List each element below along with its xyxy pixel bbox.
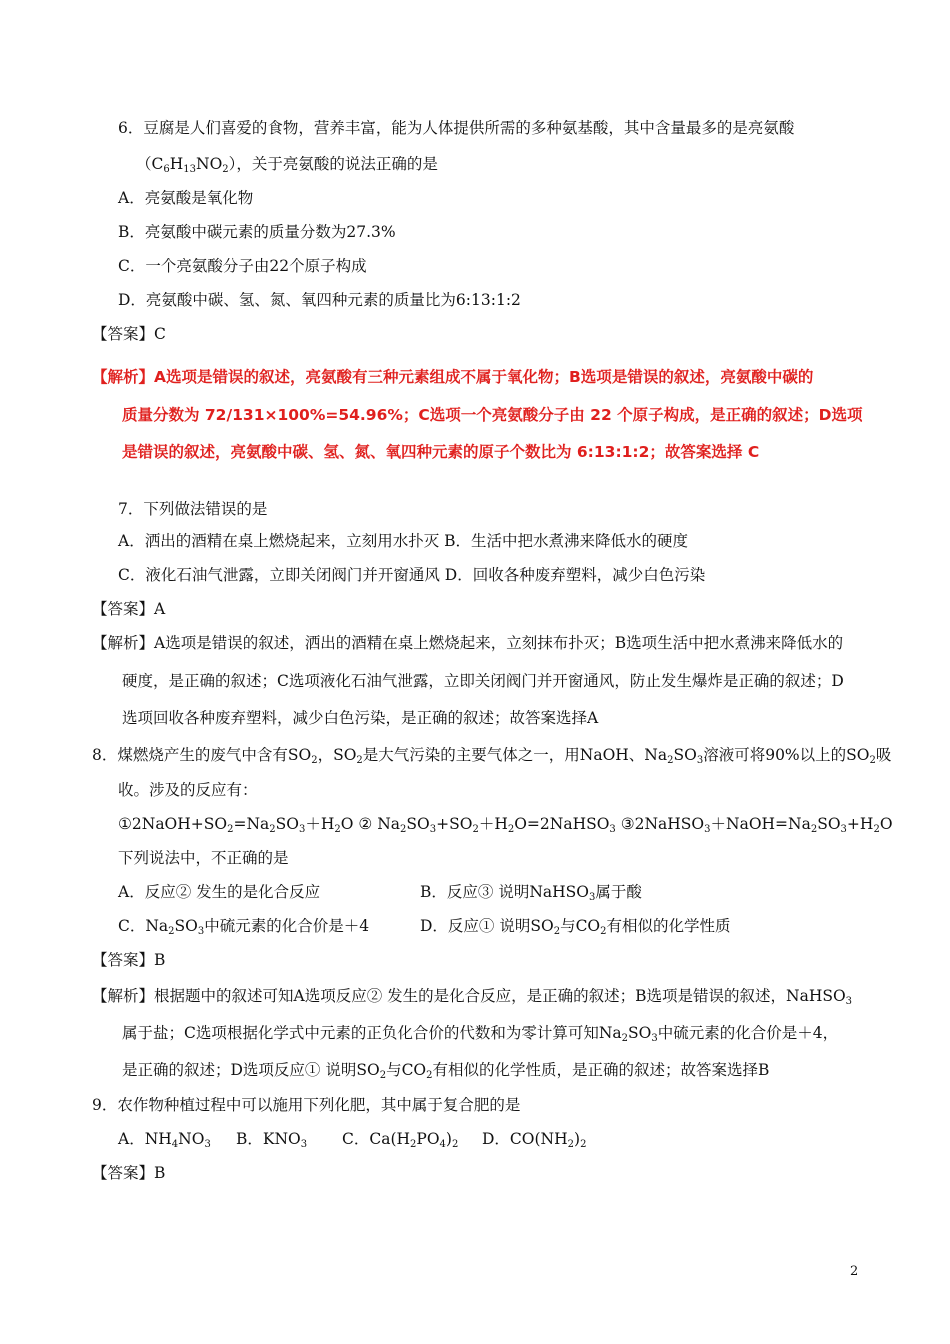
q9-answer: 【答案】B	[92, 1164, 166, 1182]
page-number: 2	[850, 1264, 859, 1279]
q8-stem-line-3: 下列说法中，不正确的是	[118, 849, 289, 867]
q7-analysis-line-1: 【解析】A选项是错误的叙述，洒出的酒精在桌上燃烧起来，立刻抹布扑灭；B选项生活中把水煮沸来降低水的	[92, 634, 844, 652]
q9-option-d: D．$CO(NH_2)_2$	[482, 1130, 587, 1150]
q6-analysis-line-1: 【解析】A选项是错误的叙述，亮氨酸有三种元素组成不属于氧化物；B选项是错误的叙述，亮氨酸中碳的	[92, 368, 814, 386]
q6-analysis-line-3: 是错误的叙述，亮氨酸中碳、氢、氮、氧四种元素的原子个数比为 6:13:1:2；故答案选择 C	[122, 443, 760, 461]
q7-stem: 7．下列做法错误的是	[118, 500, 268, 518]
q8-analysis-line-1: 【解析】根据题中的叙述可知A选项反应② 发生的是化合反应，是正确的叙述；B选项是错误的叙述，NaHSO$_3$	[92, 987, 853, 1007]
q8-option-b: B．反应③ 说明NaHSO$_3$属于酸	[420, 883, 642, 903]
q8-reactions: $①2NaOH+SO_2=Na_2SO_3+H_2O$ ② $Na_2SO_3+SO_2+H_2O=2NaHSO_3$ $③2NaHSO_3+NaOH=Na_2SO_3+H_2O$	[118, 815, 893, 835]
q6-option-a: A．亮氨酸是氧化物	[118, 189, 254, 207]
q8-answer: 【答案】B	[92, 951, 166, 969]
q7-options-ab: A．洒出的酒精在桌上燃烧起来，立刻用水扑灭 B．生活中把水煮沸来降低水的硬度	[118, 532, 689, 550]
q8-stem-line-2: 收。涉及的反应有：	[118, 781, 258, 799]
q8-option-c: C．$Na_2SO_3$中硫元素的化合价是＋4	[118, 917, 370, 937]
q6-answer: 【答案】C	[92, 325, 166, 343]
q6-stem-line-2: $(C_6H_{13}NO_2)$，关于亮氨酸的说法正确的是	[136, 155, 438, 175]
q9-option-b: B．$KNO_3$	[236, 1130, 308, 1150]
q6-option-d: D．亮氨酸中碳、氢、氮、氧四种元素的质量比为6:13:1:2	[118, 291, 521, 309]
q8-option-a: A．反应② 发生的是化合反应	[118, 883, 321, 901]
q6-option-c: C．一个亮氨酸分子由22个原子构成	[118, 257, 367, 275]
q9-option-a: A．$NH_4NO_3$	[118, 1130, 211, 1150]
q8-stem-line-1: 8．煤燃烧产生的废气中含有$SO_2$，$SO_2$是大气污染的主要气体之一，用NaOH、$Na_2SO_3$溶液可将90%以上的$SO_2$吸	[92, 746, 892, 766]
q7-options-cd: C．液化石油气泄露，立即关闭阀门并开窗通风 D．回收各种废弃塑料，减少白色污染	[118, 566, 706, 584]
q8-analysis-line-2: 属于盐；C选项根据化学式中元素的正负化合价的代数和为零计算可知$Na_2SO_3$中硫元素的化合价是＋4，	[122, 1024, 839, 1044]
q8-option-d: D．反应① 说明$SO_2$与$CO_2$有相似的化学性质	[420, 917, 731, 937]
q7-analysis-line-3: 选项回收各种废弃塑料，减少白色污染，是正确的叙述；故答案选择A	[122, 709, 599, 727]
q9-option-c: C．$Ca(H_2PO_4)_2$	[342, 1130, 459, 1150]
q9-stem: 9．农作物种植过程中可以施用下列化肥，其中属于复合肥的是	[92, 1096, 521, 1114]
q8-analysis-line-3: 是正确的叙述；D选项反应① 说明$SO_2$与$CO_2$有相似的化学性质，是正确的叙述；故答案选择B	[122, 1061, 770, 1081]
q7-answer: 【答案】A	[92, 600, 166, 618]
q6-option-b: B．亮氨酸中碳元素的质量分数为27.3%	[118, 223, 396, 241]
q6-stem-line-1: 6．豆腐是人们喜爱的食物，营养丰富，能为人体提供所需的多种氨基酸，其中含量最多的是亮氨酸	[118, 119, 795, 137]
q7-analysis-line-2: 硬度，是正确的叙述；C选项液化石油气泄露，立即关闭阀门并开窗通风，防止发生爆炸是正确的叙述；D	[122, 672, 844, 690]
q6-analysis-line-2: 质量分数为 72/131×100%=54.96%；C选项一个亮氨酸分子由 22 个原子构成，是正确的叙述；D选项	[122, 406, 863, 424]
